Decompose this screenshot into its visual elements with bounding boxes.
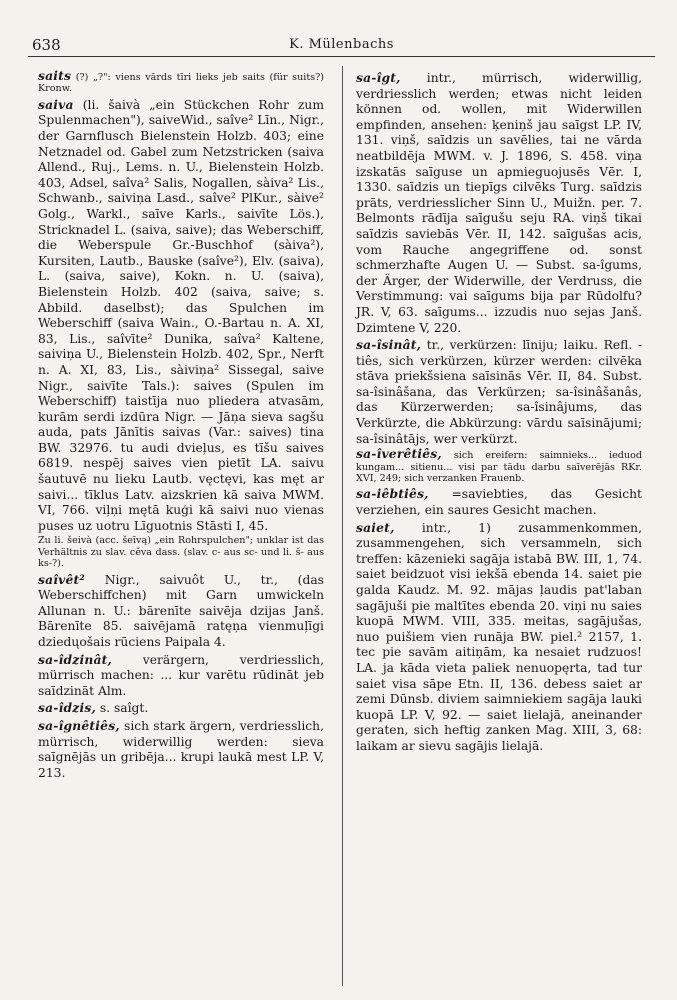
page-header xyxy=(28,34,655,57)
dictionary-entry xyxy=(38,700,324,717)
dictionary-entry xyxy=(38,718,324,781)
page-number: 638 xyxy=(32,36,61,54)
entry-headword: saîvêt² xyxy=(38,571,85,587)
entry-headword: saiva xyxy=(38,96,74,112)
entry-headword: sa-îgt, xyxy=(356,70,401,85)
entry-text: s. saîgt. xyxy=(95,701,149,716)
right-column xyxy=(356,70,642,756)
dictionary-entry xyxy=(356,337,642,447)
entry-text: sich stark ärgern, verdriesslich, mürrisch, widerwillig werden: sieva saīgnējās un gribēja... krupi laukā mest LP. V, 213. xyxy=(38,719,324,780)
entry-text: intr., 1) zusammenkommen, zusammengehen, sich versammeln, sich treffen: kāzenieki sagāja istabā BW. III, 1, 74. saiet beidzuot visi iekšā ebenda 14. saiet pie galda Kaudz. M. 92. mājas ļaudis pat'laban sagājuši pie maltītes ebenda 20. viņi nu saies kuopā MWM. VIII, 335. meitas, sagājušas, nuo puišiem vien runāja BW. piel.² 2157, 1. tec pie savām aitiņām, ka nesaiet rudzuos! LA. ja kāda vieta paliek nenuopęrta, tad tur saiet visa sāpe Etn. II, 136. debess saiet ar zemi Dūnsb. diviem saimniekiem sagāja lauki kuopā LP. V, 92. — saiet lielajā, aneinander geraten, sich heftig zanken Mag. XIII, 3, 68: laikam ar sievu sagājis lielajā. xyxy=(356,520,642,753)
entry-text: (?) „?": viens vārds tīri lieks jeb saits (für suits?) Kronw. xyxy=(38,72,324,95)
entry-text: tr., verkürzen: līniju; laiku. Refl. -tiês, sich verkürzen, kürzer werden: cilvēka stāva priekšsiena saīsinās Vēr. II, 84. Subst. sa-îsinâšana, das Verkürzen; sa-îsinâšanâs, das Kürzerwerden; sa-îsinâjums, das Verkürzte, die Abkürzung: vārdu saīsinājumi; sa-îsinâtājs, wer verkürzt. xyxy=(356,338,642,446)
etymology-note xyxy=(38,535,324,569)
entry-text: sich ereifern: saimnieks... ieduod kungam... sitienu... visi par tādu darbu saīverējās RKr. XVI, 249; sich verzanken Frauenb. xyxy=(356,450,642,485)
entry-text: =saviebties, das Gesicht verziehen, ein saures Gesicht machen. xyxy=(356,487,642,518)
dictionary-entry xyxy=(38,572,324,651)
dictionary-entry xyxy=(356,486,642,518)
dictionary-entry xyxy=(356,520,642,755)
left-column xyxy=(38,70,324,782)
column-divider xyxy=(342,66,343,986)
entry-text: intr., mürrisch, widerwillig, verdriesslich werden; etwas nicht leiden können od. wollen, mit Widerwillen empfinden, ansehen: ķeniņš jau saīgst LP. IV, 131. viņš, saīdzis un savēlies, tai ne vārda neatbildēja MWM. v. J. 1896, S. 458. viņa izskatās saīguse un apmieguojusēs Vēr. I, 1330. saīdzis un tiepīgs cilvēks Turg. saīdzis prāts, verdriesslicher Sinn U., Muižn. per. 7. Belmonts rādīja saīgušu seju RA. viņš tikai saīdzis saviebās Vēr. II, 142. saīgušas acis, vom Rauche angegriffene od. sonst schmerzhafte Augen U. — Subst. sa-îgums, der Ärger, der Widerwille, der Verdruss, die Verstimmung: vai saīgums bija par Rūdolfu? JR. V, 63. saīgums... izzudis nuo sejas Janš. Dzimtene V, 220. xyxy=(356,71,642,335)
entry-text: Zu li. šeivà (acc. šeīvą) „ein Rohrspulchen"; unklar ist das Verhältnis zu slav. cěva dass. (slav. c- aus sc- und li. š- aus ks-?). xyxy=(38,535,324,570)
running-head: K. Mülenbachs xyxy=(289,37,394,52)
dictionary-entry xyxy=(38,70,324,95)
dictionary-entry xyxy=(38,97,324,535)
entry-text: Nigr., saivuôt U., tr., (das Weberschiffchen) mit Garn umwickeln Allunan n. U.: bārenīte saivēja dzijas Janš. Bārenīte 85. saivējamā ratęņa vienmuļīgi dziedųošais rūciens Paipala 4. xyxy=(38,572,324,650)
dictionary-entry xyxy=(356,70,642,336)
entry-headword: saiet, xyxy=(356,519,395,535)
entry-headword: sa-îdzinât, xyxy=(38,651,112,667)
entry-headword: sa-îverêtiês, xyxy=(356,446,442,462)
entry-headword: sa-îgnêtiês, xyxy=(38,718,120,733)
dictionary-entry xyxy=(38,652,324,700)
entry-text: (li. šaivà „ein Stückchen Rohr zum Spulenmachen"), saiveWid., saîve² Līn., Nigr., der Garnflusch Bielenstein Holzb. 403; eine Netznadel od. Gabel zum Netzstricken (saiva Allend., Ruj., Lems. n. U., Bielenstein Holzb. 403, Adsel, saîva² Salis, Nogallen, sàiva² Lis., Schwanb., saiviņa Lasd., saîve² PlKur., sàive² Golg., Warkl., saīve Karls., saivīte Lös.), Stricknadel L. (saiva, saive); das Weberschiff, die Weberspule Gr.-Buschhof (sàiva²), Kursiten, Lautb., Bauske (saîve²), Elv. (saiva), L. (saiva, saive), Kokn. n. U. (saiva), Bielenstein Holzb. 402 (saiva, saive; s. Abbild. daselbst); das Spulchen im Weberschiff (saiva Wain., O.-Bartau n. A. XI, 83, Lis., saîvīte² Dunika, saîva² Kaltene, saiviņa U., Bielenstein Holzb. 402, Spr., Nerft n. A. XI, 83, Lis., sàiviņa² Sissegal, saive Nigr., saivīte Tals.): saives (Spulen im Weberschiff) taistīja nuo pliedera atvasām, kurām serdi izdūra Nigr. — Jāņa sieva sagšu auda, pats Jānītis saivas (Var.: saives) tina BW. 32976. tu audi dvieļus, es tīšu saives 6819. nespēj saives vien pietīt LA. saivu šautuvē nu lieku Lautb. vęctęvi, kas męt ar saivi... tīklus Latv. aizskrien kā saiva MWM. VI, 766. viļņi mętā kuģi kā saivi nuo vienas puses uz uotru Līguotnis Stāsti I, 45. xyxy=(38,97,324,533)
entry-headword: sa-îsinât, xyxy=(356,337,422,353)
entry-headword: saits xyxy=(38,68,72,83)
entry-headword: sa-iêbtiês, xyxy=(356,486,429,502)
entry-headword: sa-îdzis, xyxy=(38,700,96,716)
entry-text: verärgern, verdriesslich, mürrisch machen: ... kur varētu rūdināt jeb saīdzināt Alm. xyxy=(38,652,324,698)
dictionary-entry xyxy=(356,448,642,484)
